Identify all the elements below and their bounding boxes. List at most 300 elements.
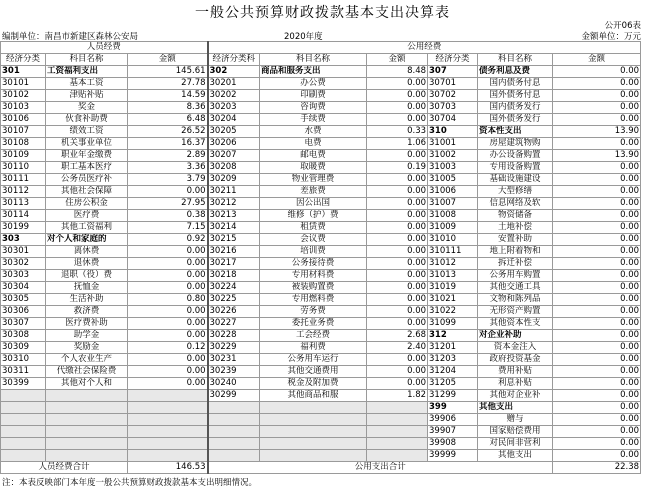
econ-code-cell bbox=[1, 402, 46, 414]
amount-cell: 0.00 bbox=[367, 210, 428, 222]
item-name-cell bbox=[46, 414, 128, 426]
item-name-cell: 专用燃料费 bbox=[260, 294, 367, 306]
item-name-cell: 国外债务发行 bbox=[478, 114, 553, 126]
item-name-cell: 劳务费 bbox=[260, 306, 367, 318]
item-name-cell: 职工基本医疗 bbox=[46, 162, 128, 174]
econ-code-cell: 307 bbox=[428, 66, 478, 78]
econ-code-cell: 31009 bbox=[428, 222, 478, 234]
amount-cell: 0.00 bbox=[553, 282, 641, 294]
header-row-2 bbox=[1, 54, 641, 66]
item-name-cell: 其他支出 bbox=[478, 450, 553, 462]
col-amount: 金额 bbox=[128, 54, 208, 66]
econ-code-cell bbox=[208, 414, 260, 426]
public-total-label: 公用支出合计 bbox=[208, 462, 553, 474]
money-unit: 金额单位：万元 bbox=[581, 32, 641, 42]
econ-code-cell: 30201 bbox=[208, 78, 260, 90]
item-name-cell: 住房公积金 bbox=[46, 198, 128, 210]
item-name-cell: 其他交通费用 bbox=[260, 366, 367, 378]
table-row bbox=[1, 210, 641, 222]
econ-code-cell: 39906 bbox=[428, 414, 478, 426]
econ-code-cell bbox=[208, 426, 260, 438]
econ-code-cell: 31012 bbox=[428, 258, 478, 270]
econ-code-cell: 301 bbox=[1, 66, 46, 78]
amount-cell: 0.00 bbox=[553, 114, 641, 126]
econ-code-cell: 310 bbox=[428, 126, 478, 138]
econ-code-cell: 30208 bbox=[208, 162, 260, 174]
econ-code-cell: 30702 bbox=[428, 90, 478, 102]
amount-cell: 0.00 bbox=[367, 198, 428, 210]
econ-code-cell: 31007 bbox=[428, 198, 478, 210]
item-name-cell: 代缴社会保险费 bbox=[46, 366, 128, 378]
econ-code-cell: 30311 bbox=[1, 366, 46, 378]
table-row bbox=[1, 294, 641, 306]
econ-code-cell: 30303 bbox=[1, 270, 46, 282]
amount-cell: 0.00 bbox=[553, 90, 641, 102]
econ-code-cell: 302 bbox=[208, 66, 260, 78]
amount-cell: 0.00 bbox=[128, 366, 208, 378]
econ-code-cell bbox=[1, 426, 46, 438]
item-name-cell: 职业年金缴费 bbox=[46, 150, 128, 162]
econ-code-cell: 30704 bbox=[428, 114, 478, 126]
item-name-cell: 咨询费 bbox=[260, 102, 367, 114]
econ-code-cell: 30199 bbox=[1, 222, 46, 234]
amount-cell: 0.00 bbox=[128, 258, 208, 270]
amount-cell: 1.06 bbox=[367, 138, 428, 150]
econ-code-cell: 31010 bbox=[428, 234, 478, 246]
item-name-cell bbox=[46, 402, 128, 414]
amount-cell: 2.68 bbox=[367, 330, 428, 342]
item-name-cell: 差旅费 bbox=[260, 186, 367, 198]
amount-cell: 0.38 bbox=[128, 210, 208, 222]
amount-cell: 0.00 bbox=[367, 270, 428, 282]
col-item-name: 科目名称 bbox=[46, 54, 128, 66]
amount-cell: 0.00 bbox=[553, 270, 641, 282]
item-name-cell: 其他支出 bbox=[478, 402, 553, 414]
amount-cell bbox=[128, 390, 208, 402]
item-name-cell: 培训费 bbox=[260, 246, 367, 258]
item-name-cell: 其他商品和服 bbox=[260, 390, 367, 402]
econ-code-cell bbox=[208, 438, 260, 450]
amount-cell bbox=[367, 438, 428, 450]
econ-code-cell: 30217 bbox=[208, 258, 260, 270]
item-name-cell: 其他资本性支 bbox=[478, 318, 553, 330]
econ-code-cell: 31022 bbox=[428, 306, 478, 318]
amount-cell: 0.00 bbox=[128, 330, 208, 342]
table-row bbox=[1, 198, 641, 210]
item-name-cell: 其他对个人和 bbox=[46, 378, 128, 390]
amount-cell: 0.00 bbox=[553, 306, 641, 318]
amount-cell: 0.00 bbox=[128, 378, 208, 390]
table-row bbox=[1, 234, 641, 246]
item-name-cell: 邮电费 bbox=[260, 150, 367, 162]
item-name-cell bbox=[260, 438, 367, 450]
item-name-cell: 医疗费 bbox=[46, 210, 128, 222]
amount-cell: 2.40 bbox=[367, 342, 428, 354]
econ-code-cell: 30108 bbox=[1, 138, 46, 150]
compiling-unit: 编制单位：南昌市新建区森林公安局 bbox=[2, 32, 139, 42]
amount-cell: 14.59 bbox=[128, 90, 208, 102]
item-name-cell: 安置补助 bbox=[478, 234, 553, 246]
table-row bbox=[1, 426, 641, 438]
item-name-cell: 退休费 bbox=[46, 258, 128, 270]
item-name-cell: 印刷费 bbox=[260, 90, 367, 102]
amount-cell: 0.00 bbox=[367, 234, 428, 246]
amount-cell: 0.00 bbox=[553, 402, 641, 414]
table-row bbox=[1, 222, 641, 234]
amount-cell: 0.00 bbox=[553, 414, 641, 426]
econ-code-cell: 30399 bbox=[1, 378, 46, 390]
form-number: 公开06表 bbox=[604, 21, 641, 31]
amount-cell: 27.78 bbox=[128, 78, 208, 90]
table-row bbox=[1, 246, 641, 258]
econ-code-cell: 30703 bbox=[428, 102, 478, 114]
report-title: 一般公共预算财政拨款基本支出决算表 bbox=[195, 5, 450, 21]
amount-cell: 0.00 bbox=[553, 210, 641, 222]
table-row bbox=[1, 318, 641, 330]
amount-cell bbox=[128, 450, 208, 462]
econ-code-cell: 312 bbox=[428, 330, 478, 342]
table-row bbox=[1, 162, 641, 174]
amount-cell: 0.00 bbox=[553, 246, 641, 258]
amount-cell: 0.00 bbox=[367, 186, 428, 198]
econ-code-cell: 39907 bbox=[428, 426, 478, 438]
amount-cell: 145.61 bbox=[128, 66, 208, 78]
amount-cell: 7.15 bbox=[128, 222, 208, 234]
econ-code-cell: 30701 bbox=[428, 78, 478, 90]
col-amount: 金额 bbox=[553, 54, 641, 66]
econ-code-cell: 30307 bbox=[1, 318, 46, 330]
amount-cell: 16.37 bbox=[128, 138, 208, 150]
econ-code-cell: 30111 bbox=[1, 174, 46, 186]
amount-cell: 0.00 bbox=[367, 150, 428, 162]
amount-cell: 0.00 bbox=[553, 450, 641, 462]
amount-cell: 0.00 bbox=[367, 258, 428, 270]
amount-cell: 2.89 bbox=[128, 150, 208, 162]
econ-code-cell: 303 bbox=[1, 234, 46, 246]
table-row bbox=[1, 126, 641, 138]
item-name-cell: 离休费 bbox=[46, 246, 128, 258]
amount-cell: 0.00 bbox=[367, 294, 428, 306]
econ-code-cell: 31299 bbox=[428, 390, 478, 402]
econ-code-cell: 30203 bbox=[208, 102, 260, 114]
item-name-cell: 政府投资基金 bbox=[478, 354, 553, 366]
amount-cell: 0.12 bbox=[128, 342, 208, 354]
econ-code-cell: 31003 bbox=[428, 162, 478, 174]
item-name-cell: 对企业补助 bbox=[478, 330, 553, 342]
amount-cell bbox=[128, 426, 208, 438]
econ-code-cell: 30302 bbox=[1, 258, 46, 270]
item-name-cell: 土地补偿 bbox=[478, 222, 553, 234]
econ-code-cell: 30305 bbox=[1, 294, 46, 306]
amount-cell: 0.00 bbox=[553, 258, 641, 270]
item-name-cell: 工会经费 bbox=[260, 330, 367, 342]
col-amount: 金额 bbox=[367, 54, 428, 66]
amount-cell: 3.79 bbox=[128, 174, 208, 186]
amount-cell: 0.00 bbox=[553, 318, 641, 330]
amount-cell: 0.00 bbox=[367, 282, 428, 294]
table-row bbox=[1, 354, 641, 366]
amount-cell: 1.82 bbox=[367, 390, 428, 402]
item-name-cell: 机关事业单位 bbox=[46, 138, 128, 150]
item-name-cell: 其他交通工具 bbox=[478, 282, 553, 294]
econ-code-cell: 30306 bbox=[1, 306, 46, 318]
amount-cell: 0.00 bbox=[553, 78, 641, 90]
econ-code-cell: 30304 bbox=[1, 282, 46, 294]
public-header: 公用经费 bbox=[208, 42, 641, 54]
amount-cell: 0.00 bbox=[367, 90, 428, 102]
econ-code-cell: 31204 bbox=[428, 366, 478, 378]
econ-code-cell: 30218 bbox=[208, 270, 260, 282]
econ-code-cell: 31013 bbox=[428, 270, 478, 282]
item-name-cell: 绩效工资 bbox=[46, 126, 128, 138]
item-name-cell: 赠与 bbox=[478, 414, 553, 426]
econ-code-cell: 39908 bbox=[428, 438, 478, 450]
amount-cell: 0.00 bbox=[128, 306, 208, 318]
econ-code-cell: 30214 bbox=[208, 222, 260, 234]
econ-code-cell: 30308 bbox=[1, 330, 46, 342]
amount-cell: 0.00 bbox=[367, 246, 428, 258]
item-name-cell: 抚恤金 bbox=[46, 282, 128, 294]
amount-cell: 0.00 bbox=[553, 198, 641, 210]
table-row bbox=[1, 438, 641, 450]
econ-code-cell: 30228 bbox=[208, 330, 260, 342]
table-row bbox=[1, 78, 641, 90]
econ-code-cell bbox=[1, 450, 46, 462]
econ-code-cell: 31002 bbox=[428, 150, 478, 162]
item-name-cell: 水费 bbox=[260, 126, 367, 138]
item-name-cell: 税金及附加费 bbox=[260, 378, 367, 390]
col-item-name: 科目名称 bbox=[260, 54, 367, 66]
table-row bbox=[1, 102, 641, 114]
amount-cell: 13.90 bbox=[553, 150, 641, 162]
amount-cell: 0.00 bbox=[553, 342, 641, 354]
amount-cell: 0.00 bbox=[367, 354, 428, 366]
amount-cell bbox=[128, 402, 208, 414]
item-name-cell bbox=[46, 426, 128, 438]
econ-code-cell: 30209 bbox=[208, 174, 260, 186]
amount-cell: 0.00 bbox=[367, 174, 428, 186]
item-name-cell: 伙食补助费 bbox=[46, 114, 128, 126]
item-name-cell: 专用材料费 bbox=[260, 270, 367, 282]
item-name-cell: 费用补贴 bbox=[478, 366, 553, 378]
amount-cell: 0.92 bbox=[128, 234, 208, 246]
item-name-cell: 福利费 bbox=[260, 342, 367, 354]
econ-code-cell: 31005 bbox=[428, 174, 478, 186]
table-row bbox=[1, 414, 641, 426]
item-name-cell: 大型修缮 bbox=[478, 186, 553, 198]
table-row bbox=[1, 150, 641, 162]
item-name-cell: 基本工资 bbox=[46, 78, 128, 90]
amount-cell: 0.00 bbox=[553, 390, 641, 402]
econ-code-cell: 31099 bbox=[428, 318, 478, 330]
item-name-cell: 助学金 bbox=[46, 330, 128, 342]
amount-cell: 0.00 bbox=[553, 426, 641, 438]
amount-cell: 0.00 bbox=[553, 66, 641, 78]
econ-code-cell: 31019 bbox=[428, 282, 478, 294]
amount-cell bbox=[367, 450, 428, 462]
item-name-cell: 其他工资福利 bbox=[46, 222, 128, 234]
item-name-cell: 公务接待费 bbox=[260, 258, 367, 270]
table-row bbox=[1, 282, 641, 294]
amount-cell: 0.00 bbox=[367, 378, 428, 390]
amount-cell: 0.00 bbox=[128, 186, 208, 198]
table-row bbox=[1, 378, 641, 390]
table-row bbox=[1, 450, 641, 462]
econ-code-cell: 30113 bbox=[1, 198, 46, 210]
amount-cell bbox=[367, 402, 428, 414]
item-name-cell: 工资福利支出 bbox=[46, 66, 128, 78]
item-name-cell: 个人农业生产 bbox=[46, 354, 128, 366]
econ-code-cell: 30226 bbox=[208, 306, 260, 318]
table-row bbox=[1, 270, 641, 282]
item-name-cell: 会议费 bbox=[260, 234, 367, 246]
econ-code-cell: 30206 bbox=[208, 138, 260, 150]
item-name-cell: 房屋建筑物购 bbox=[478, 138, 553, 150]
econ-code-cell: 31001 bbox=[428, 138, 478, 150]
amount-cell: 0.00 bbox=[553, 378, 641, 390]
amount-cell: 0.00 bbox=[553, 162, 641, 174]
item-name-cell: 其他对企业补 bbox=[478, 390, 553, 402]
amount-cell: 0.00 bbox=[128, 318, 208, 330]
amount-cell: 0.00 bbox=[553, 330, 641, 342]
table-row bbox=[1, 402, 641, 414]
econ-code-cell bbox=[1, 438, 46, 450]
amount-cell: 6.48 bbox=[128, 114, 208, 126]
item-name-cell: 国家赔偿费用 bbox=[478, 426, 553, 438]
item-name-cell: 其他社会保障 bbox=[46, 186, 128, 198]
econ-code-cell: 30102 bbox=[1, 90, 46, 102]
amount-cell bbox=[128, 414, 208, 426]
amount-cell: 0.00 bbox=[128, 282, 208, 294]
econ-code-cell: 31021 bbox=[428, 294, 478, 306]
item-name-cell: 办公设备购置 bbox=[478, 150, 553, 162]
item-name-cell: 手续费 bbox=[260, 114, 367, 126]
econ-code-cell: 31006 bbox=[428, 186, 478, 198]
amount-cell: 0.00 bbox=[553, 174, 641, 186]
item-name-cell: 取暖费 bbox=[260, 162, 367, 174]
table-row bbox=[1, 258, 641, 270]
table-row bbox=[1, 390, 641, 402]
item-name-cell: 信息网络及软 bbox=[478, 198, 553, 210]
amount-cell bbox=[367, 426, 428, 438]
public-total-value: 22.38 bbox=[553, 462, 641, 474]
item-name-cell: 公务用车运行 bbox=[260, 354, 367, 366]
item-name-cell: 利息补贴 bbox=[478, 378, 553, 390]
amount-cell: 8.48 bbox=[367, 66, 428, 78]
personnel-total-label: 人员经费合计 bbox=[1, 462, 128, 474]
econ-code-cell bbox=[1, 390, 46, 402]
econ-code-cell: 31008 bbox=[428, 210, 478, 222]
table-row bbox=[1, 138, 641, 150]
econ-code-cell bbox=[1, 414, 46, 426]
amount-cell: 0.00 bbox=[553, 354, 641, 366]
amount-cell: 0.00 bbox=[128, 270, 208, 282]
fiscal-year: 2020年度 bbox=[284, 32, 323, 42]
table-note: 注：本表反映部门本年度一般公共预算财政拨款基本支出明细情况。 bbox=[2, 478, 258, 488]
econ-code-cell: 30215 bbox=[208, 234, 260, 246]
econ-code-cell: 30114 bbox=[1, 210, 46, 222]
item-name-cell: 津贴补贴 bbox=[46, 90, 128, 102]
col-econ-code: 经济分类 bbox=[1, 54, 46, 66]
econ-code-cell: 30107 bbox=[1, 126, 46, 138]
econ-code-cell: 39999 bbox=[428, 450, 478, 462]
item-name-cell bbox=[46, 450, 128, 462]
personnel-header: 人员经费 bbox=[1, 42, 208, 54]
table-row bbox=[1, 174, 641, 186]
amount-cell: 0.00 bbox=[367, 114, 428, 126]
amount-cell: 0.00 bbox=[553, 366, 641, 378]
econ-code-cell: 30231 bbox=[208, 354, 260, 366]
table-row bbox=[1, 366, 641, 378]
item-name-cell: 公务用车购置 bbox=[478, 270, 553, 282]
item-name-cell bbox=[260, 426, 367, 438]
item-name-cell: 公务员医疗补 bbox=[46, 174, 128, 186]
item-name-cell: 电费 bbox=[260, 138, 367, 150]
item-name-cell: 地上附着物和 bbox=[478, 246, 553, 258]
amount-cell bbox=[367, 414, 428, 426]
econ-code-cell: 30309 bbox=[1, 342, 46, 354]
econ-code-cell: 30301 bbox=[1, 246, 46, 258]
amount-cell: 0.00 bbox=[553, 186, 641, 198]
item-name-cell: 对个人和家庭的 bbox=[46, 234, 128, 246]
item-name-cell: 无形资产购置 bbox=[478, 306, 553, 318]
item-name-cell: 办公费 bbox=[260, 78, 367, 90]
item-name-cell: 生活补助 bbox=[46, 294, 128, 306]
item-name-cell: 资本性支出 bbox=[478, 126, 553, 138]
amount-cell: 0.00 bbox=[128, 354, 208, 366]
econ-code-cell: 399 bbox=[428, 402, 478, 414]
econ-code-cell: 30227 bbox=[208, 318, 260, 330]
amount-cell: 0.00 bbox=[367, 102, 428, 114]
econ-code-cell: 30109 bbox=[1, 150, 46, 162]
amount-cell: 13.90 bbox=[553, 126, 641, 138]
item-name-cell: 商品和服务支出 bbox=[260, 66, 367, 78]
item-name-cell bbox=[260, 414, 367, 426]
item-name-cell: 国外债务付息 bbox=[478, 90, 553, 102]
header-row-1 bbox=[1, 42, 641, 54]
personnel-total-value: 146.53 bbox=[128, 462, 208, 474]
item-name-cell: 基础设施建设 bbox=[478, 174, 553, 186]
econ-code-cell: 30204 bbox=[208, 114, 260, 126]
amount-cell: 0.00 bbox=[553, 294, 641, 306]
table-row bbox=[1, 90, 641, 102]
item-name-cell: 对民间非营利 bbox=[478, 438, 553, 450]
econ-code-cell: 30216 bbox=[208, 246, 260, 258]
econ-code-cell: 30205 bbox=[208, 126, 260, 138]
item-name-cell: 救济费 bbox=[46, 306, 128, 318]
econ-code-cell: 31201 bbox=[428, 342, 478, 354]
item-name-cell: 物业管理费 bbox=[260, 174, 367, 186]
econ-code-cell: 31203 bbox=[428, 354, 478, 366]
econ-code-cell: 30239 bbox=[208, 366, 260, 378]
expenditure-table bbox=[0, 41, 641, 474]
table-row bbox=[1, 186, 641, 198]
table-row bbox=[1, 330, 641, 342]
item-name-cell: 委托业务费 bbox=[260, 318, 367, 330]
col-item-name: 科目名称 bbox=[478, 54, 553, 66]
item-name-cell: 维修（护）费 bbox=[260, 210, 367, 222]
item-name-cell bbox=[260, 450, 367, 462]
econ-code-cell bbox=[208, 450, 260, 462]
amount-cell: 0.00 bbox=[367, 366, 428, 378]
econ-code-cell bbox=[208, 402, 260, 414]
econ-code-cell: 30207 bbox=[208, 150, 260, 162]
item-name-cell: 奖金 bbox=[46, 102, 128, 114]
item-name-cell: 专用设备购置 bbox=[478, 162, 553, 174]
amount-cell: 0.00 bbox=[367, 318, 428, 330]
item-name-cell: 文物和陈列品 bbox=[478, 294, 553, 306]
amount-cell: 26.52 bbox=[128, 126, 208, 138]
